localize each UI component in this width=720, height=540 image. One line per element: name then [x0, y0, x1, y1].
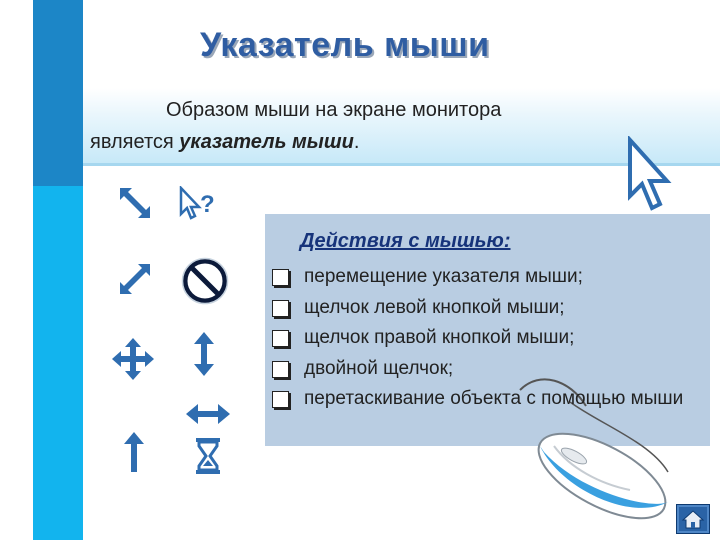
list-item: щелчок правой кнопкой мыши; [272, 323, 702, 354]
alternate-select-icon [122, 430, 146, 474]
resize-diagonal-nesw-icon [116, 260, 154, 298]
move-icon [110, 336, 156, 382]
resize-horizontal-icon [184, 402, 232, 426]
left-sidebar-bar-top [33, 0, 83, 186]
list-item: двойной щелчок; [272, 354, 702, 385]
list-item: щелчок левой кнопкой мыши; [272, 293, 702, 324]
arrow-pointer-icon [624, 136, 676, 214]
slide-title: Указатель мыши [200, 26, 490, 64]
home-icon [677, 505, 709, 533]
checkbox-bullet-icon [272, 330, 289, 347]
unavailable-icon [180, 256, 230, 306]
resize-diagonal-nwse-icon [116, 184, 154, 222]
checkbox-bullet-icon [272, 269, 289, 286]
intro-line-2-suffix: . [353, 131, 360, 153]
intro-line-2-prefix: является [90, 131, 180, 153]
actions-list [272, 262, 702, 415]
checkbox-bullet-icon [272, 300, 289, 317]
list-item: перетаскивание объекта с помощью мыши [272, 384, 702, 415]
svg-text:?: ? [200, 191, 215, 218]
intro-emphasis: указатель мыши [179, 131, 354, 153]
home-button[interactable] [676, 504, 710, 534]
intro-text [90, 94, 650, 158]
help-select-icon [178, 186, 218, 222]
intro-line-1: Образом мыши на экране монитора [166, 99, 502, 121]
list-item: перемещение указателя мыши; [272, 262, 702, 293]
checkbox-bullet-icon [272, 391, 289, 408]
checkbox-bullet-icon [272, 361, 289, 378]
actions-heading: Действия с мышью: [300, 230, 511, 252]
busy-hourglass-icon [194, 436, 222, 476]
resize-vertical-icon [192, 330, 216, 378]
